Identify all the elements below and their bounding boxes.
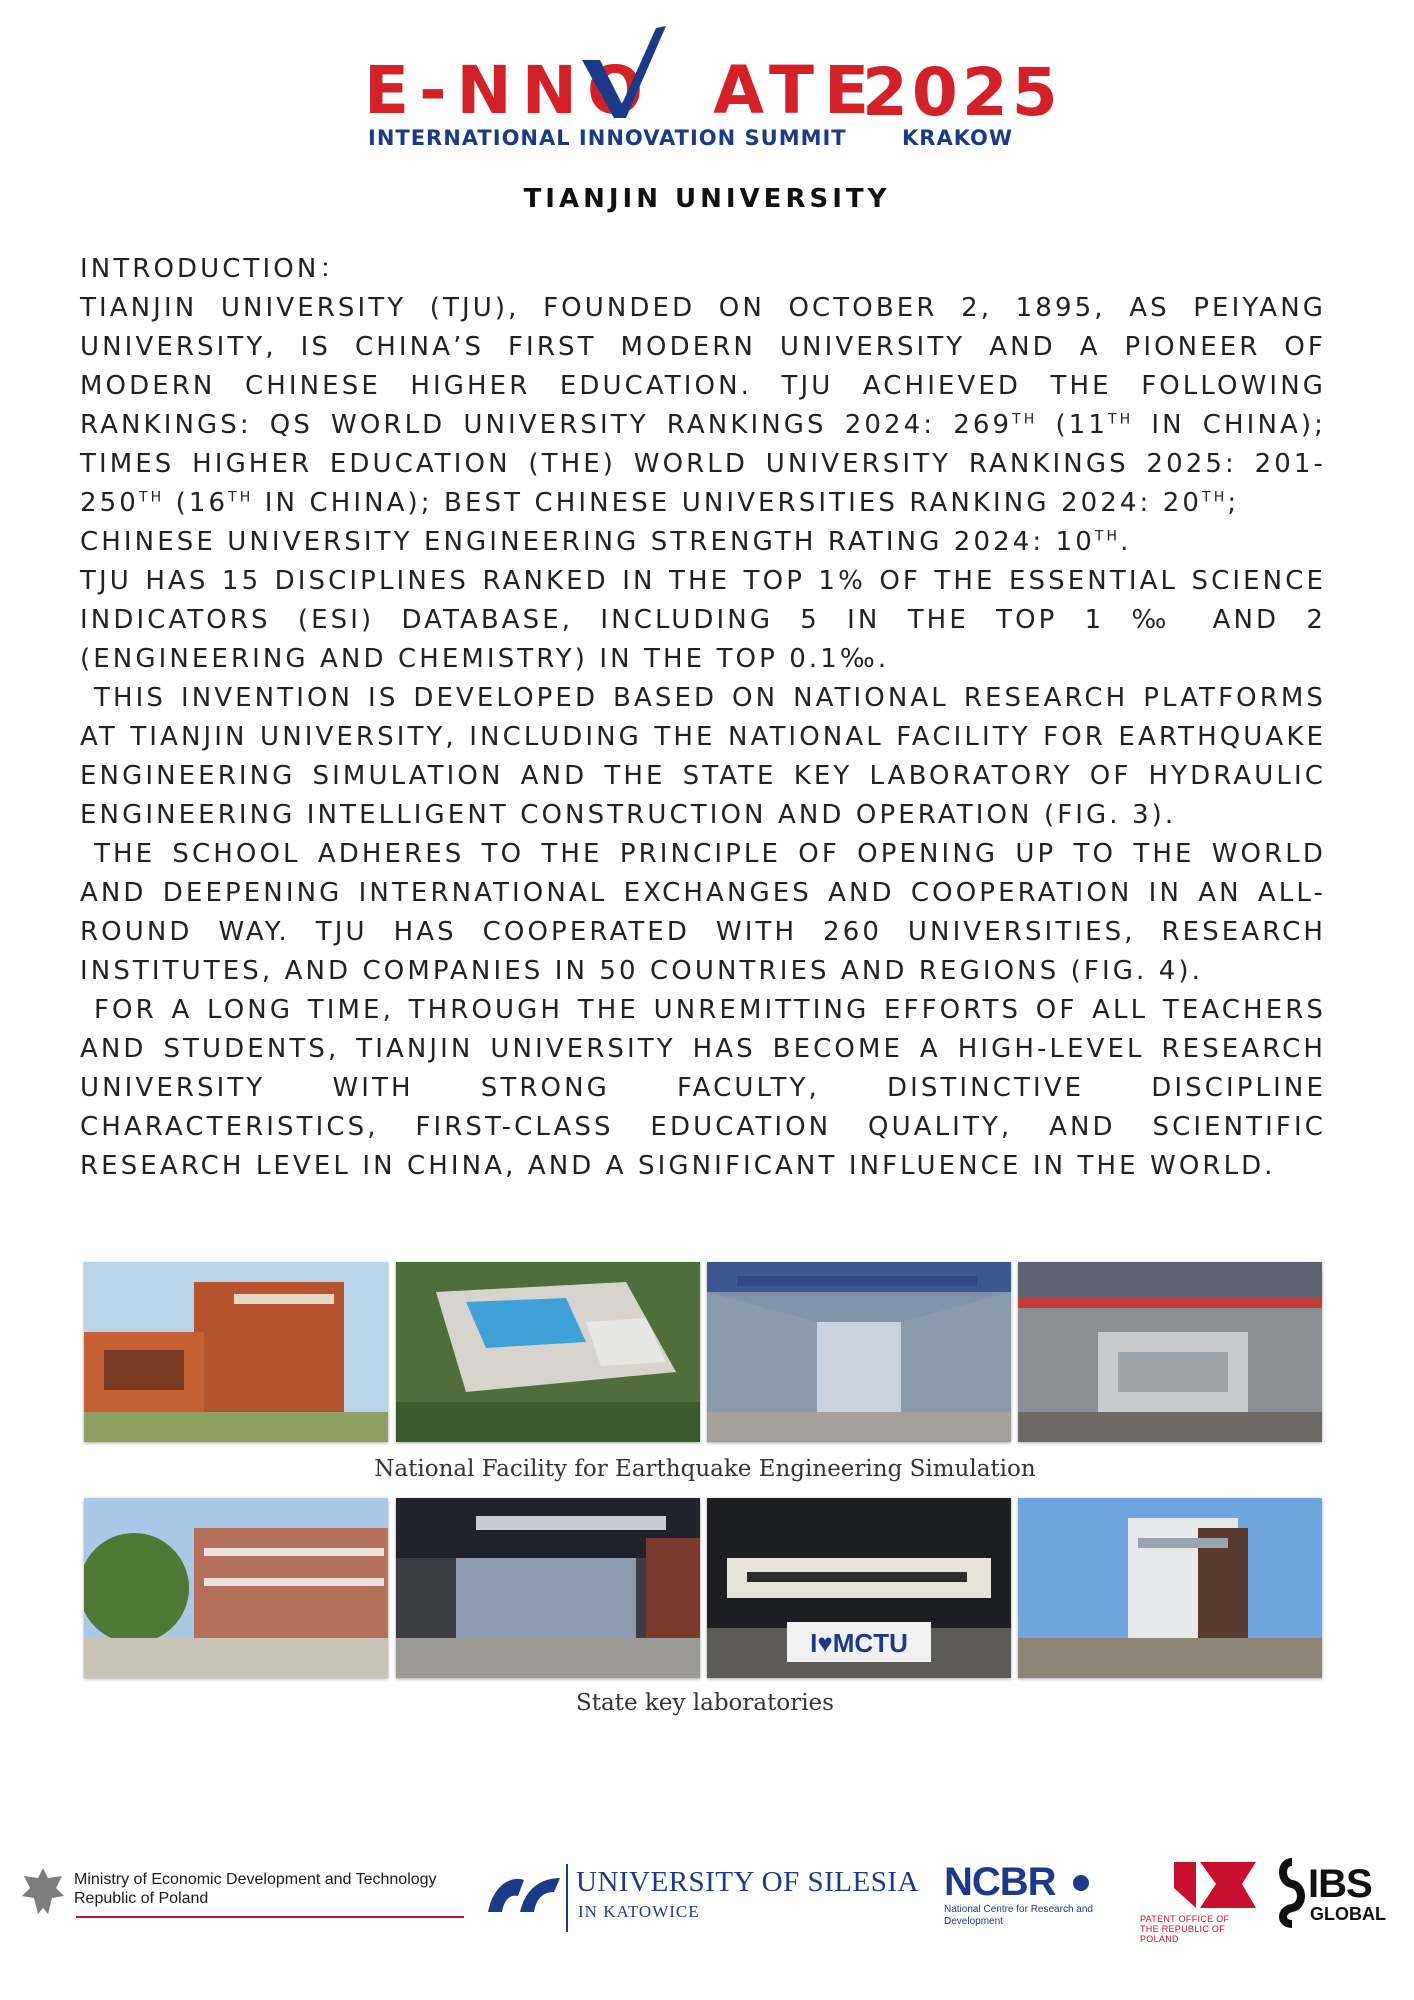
figure-photos [84, 1262, 1326, 1716]
facility-model-photo [396, 1262, 700, 1442]
figure-caption-labs: State key laboratories [576, 1690, 834, 1716]
checkmark-icon [578, 20, 668, 120]
polish-eagle-icon [18, 1864, 68, 1920]
facility-hall-photo [707, 1262, 1011, 1442]
sponsor-footer [0, 1840, 1414, 1960]
logo-city: KRAKOW [902, 126, 1014, 150]
ibs-emblem-icon [1276, 1858, 1308, 1928]
intro-paragraph-esi: TJU HAS 15 DISCIPLINES RANKED IN THE TOP 1% OF THE ESSENTIAL SCIENCE INDICATORS (ESI) DATABASE, INCLUDING 5 IN THE TOP 1 ‰ AND 2 (ENGINEERING AND CHEMISTRY) IN THE TOP 0.1‰. [80, 566, 1326, 674]
logo-year: 2025 [862, 54, 1062, 131]
silesia-subtitle: IN KATOWICE [578, 1902, 700, 1921]
lab-slogan: I♥MCTU [810, 1628, 908, 1658]
intro-paragraph-platforms: THIS INVENTION IS DEVELOPED BASED ON NATIONAL RESEARCH PLATFORMS AT TIANJIN UNIVERSITY, INCLUDING THE NATIONAL FACILITY FOR EARTHQUAKE ENGINEERING SIMULATION AND THE STATE KEY LABORATORY OF HYDRAULIC ENGINEERING INTELLIGENT CONSTRUCTION AND OPERATION (FIG. 3). [80, 683, 1326, 830]
event-logo [0, 10, 1414, 160]
ncbr-subtitle: National Centre for Research and Development [944, 1904, 1093, 1927]
lab-building-photo [84, 1498, 388, 1678]
ibs-logo: IBS [1308, 1862, 1372, 1906]
facility-shake-table-photo [1018, 1262, 1322, 1442]
ncbr-dot-icon [1072, 1874, 1090, 1892]
introduction-text [80, 250, 1326, 1186]
intro-paragraph-engineering: CHINESE UNIVERSITY ENGINEERING STRENGTH RATING 2024: 10TH. [80, 527, 1132, 557]
intro-heading: INTRODUCTION： [80, 254, 349, 284]
photo-row-labs [84, 1498, 1326, 1680]
logo-wordmark: E-NNO ATE [364, 52, 880, 129]
figure-caption-earthquake: National Facility for Earthquake Engineering Simulation [374, 1456, 1036, 1482]
ibs-subtitle: GLOBAL [1310, 1904, 1386, 1924]
photo-row-earthquake [84, 1262, 1326, 1444]
patent-office-icon [1172, 1858, 1258, 1912]
logo-subtitle: INTERNATIONAL INNOVATION SUMMIT [368, 126, 847, 150]
ministry-logo-text: Ministry of Economic Development and Technology Republic of Poland [74, 1871, 437, 1907]
silesia-emblem-icon [484, 1872, 562, 1918]
intro-paragraph-influence: FOR A LONG TIME, THROUGH THE UNREMITTING EFFORTS OF ALL TEACHERS AND STUDENTS, TIANJIN UNIVERSITY HAS BECOME A HIGH-LEVEL RESEARCH UNIVERSITY WITH STRONG FACULTY, DISTINCTIVE DISCIPLINE CHARACTERISTICS, FIRST-CLASS EDUCATION QUALITY, AND SCIENTIFIC RESEARCH LEVEL IN CHINA, AND A SIGNIFICANT INFLUENCE IN THE WORLD. [80, 995, 1326, 1181]
patent-office-subtitle: PATENT OFFICE OF THE REPUBLIC OF POLAND [1140, 1914, 1230, 1944]
silesia-name: UNIVERSITY OF SILESIA [576, 1866, 919, 1898]
intro-paragraph-rankings: TIANJIN UNIVERSITY (TJU), FOUNDED ON OCTOBER 2, 1895, AS PEIYANG UNIVERSITY, IS CHINA’S FIRST MODERN UNIVERSITY AND A PIONEER OF MODERN CHINESE HIGHER EDUCATION. TJU ACHIEVED THE FOLLOWING RANKINGS: QS WORLD UNIVERSITY RANKINGS 2024: 269TH (11TH IN CHINA); TIMES HIGHER EDUCATION (THE) WORLD UNIVERSITY RANKINGS 2025: 201-250TH (16TH IN CHINA); BEST CHINESE UNIVERSITIES RANKING 2024: 20TH; [80, 293, 1326, 518]
silesia-divider [566, 1864, 568, 1932]
ncbr-logo: NCBR [944, 1860, 1056, 1904]
page-title: TIANJIN UNIVERSITY [523, 184, 891, 214]
intro-paragraph-international: THE SCHOOL ADHERES TO THE PRINCIPLE OF OPENING UP TO THE WORLD AND DEEPENING INTERNATIONAL EXCHANGES AND COOPERATION IN AN ALL-ROUND WAY. TJU HAS COOPERATED WITH 260 UNIVERSITIES, RESEARCH INSTITUTES, AND COMPANIES IN 50 COUNTRIES AND REGIONS (FIG. 4). [80, 839, 1326, 986]
ministry-divider [76, 1916, 464, 1918]
lab-exterior-photo [1018, 1498, 1322, 1678]
lab-lobby-photo [707, 1498, 1011, 1678]
facility-building-photo [84, 1262, 388, 1442]
lab-entrance-photo [396, 1498, 700, 1678]
